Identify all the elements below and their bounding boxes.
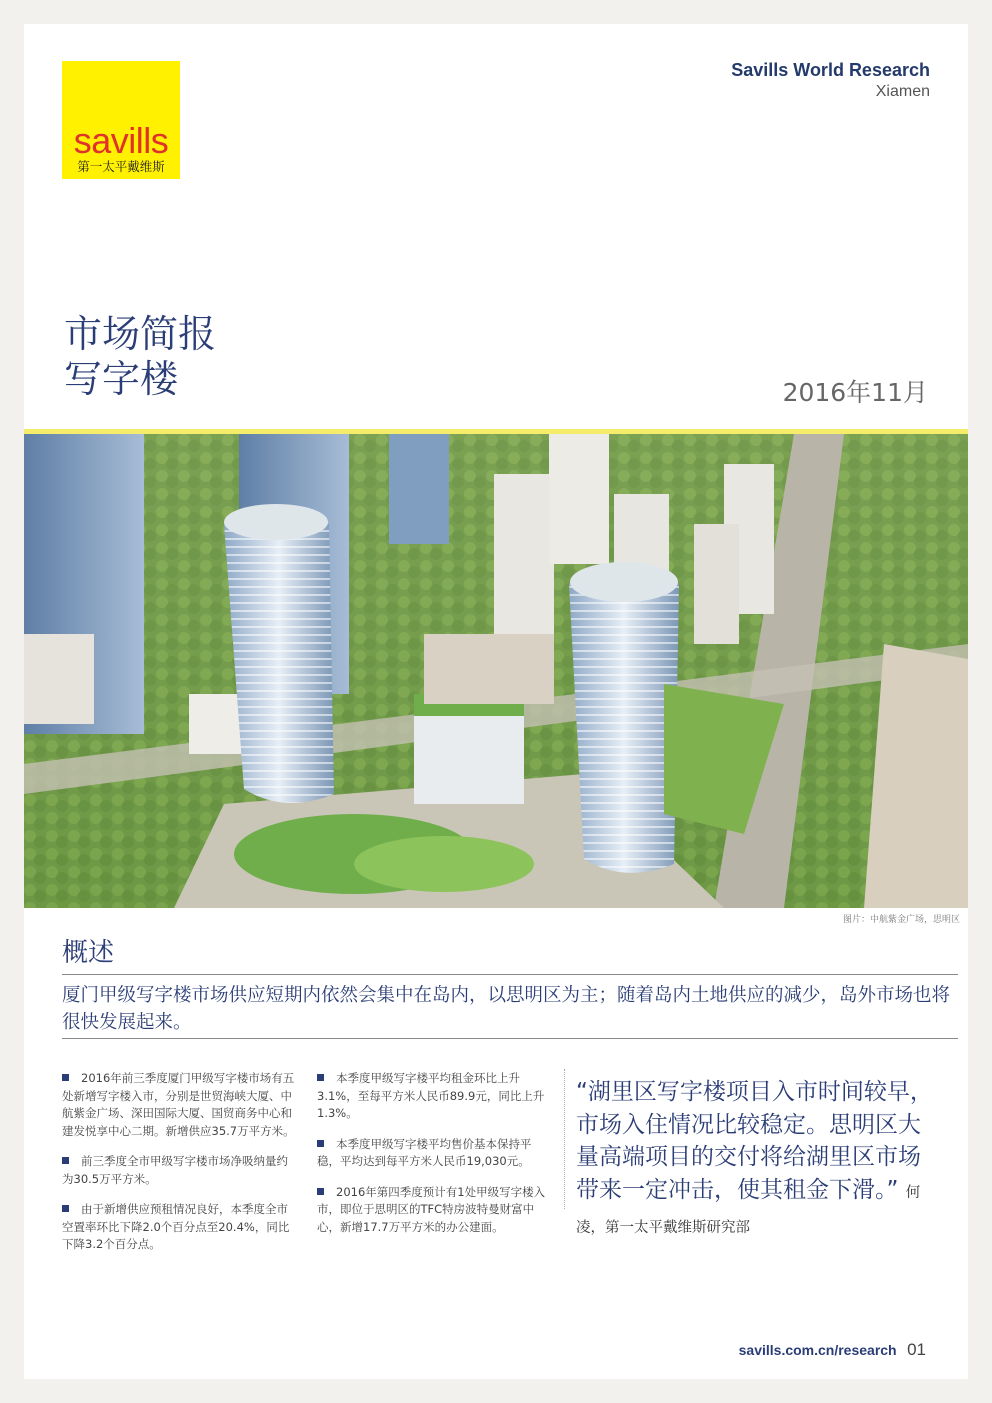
square-bullet-icon <box>62 1205 69 1212</box>
list-item: 前三季度全市甲级写字楼市场净吸纳量约为30.5万平方米。 <box>62 1154 288 1186</box>
image-caption: 图片：中航紫金广场，思明区 <box>842 915 960 925</box>
quote-text: “湖里区写字楼项目入市时间较早，市场入住情况比较稳定。思明区大量高端项目的交付将给湖里区市场带来一定冲击，使其租金下滑。” <box>576 1079 933 1203</box>
report-date: 2016年11月 <box>782 378 928 407</box>
bullet-column-left <box>62 1070 295 1267</box>
savills-logo <box>62 61 180 179</box>
quote-author: 何凌，第一太平戴维斯研究部 <box>576 1184 921 1236</box>
city-name: Xiamen <box>875 83 930 100</box>
logo-subtitle: 第一太平戴维斯 <box>77 159 165 174</box>
square-bullet-icon <box>317 1140 324 1147</box>
page-footer <box>739 1340 926 1360</box>
square-bullet-icon <box>317 1074 324 1081</box>
page-number: 01 <box>907 1340 926 1359</box>
list-item: 由于新增供应预租情况良好，本季度全市空置率环比下降2.0个百分点至20.4%，同比下降3.2个百分点。 <box>62 1202 290 1251</box>
report-page <box>24 24 968 1379</box>
square-bullet-icon <box>62 1157 69 1164</box>
list-item: 2016年前三季度厦门甲级写字楼市场有五处新增写字楼入市，分别是世贸海峡大厦、中航紫金广场、深田国际大厦、国贸商务中心和建发悦享中心二期。新增供应35.7万平方米。 <box>62 1071 295 1138</box>
title-line-1: 市场简报 <box>64 312 217 356</box>
square-bullet-icon <box>62 1074 69 1081</box>
header-brand-block <box>731 60 930 101</box>
title-line-2: 写字楼 <box>64 357 179 401</box>
list-item: 本季度甲级写字楼平均租金环比上升3.1%，至每平方米人民币89.9元，同比上升1.3%。 <box>317 1071 545 1120</box>
bullet-column-right <box>317 1070 550 1249</box>
overview-top-rule <box>62 974 958 975</box>
city-rendering-image <box>24 434 968 908</box>
brand-name: Savills World Research <box>731 60 930 80</box>
overview-heading: 概述 <box>62 938 115 968</box>
pull-quote <box>576 1076 938 1245</box>
report-title <box>64 312 216 402</box>
list-item: 本季度甲级写字楼平均售价基本保持平稳，平均达到每平方米人民币19,030元。 <box>317 1136 532 1168</box>
square-bullet-icon <box>317 1188 324 1195</box>
logo-wordmark: savills <box>73 120 169 161</box>
footer-url-link[interactable]: savills.com.cn/research <box>738 1342 897 1358</box>
overview-bottom-rule <box>62 1038 958 1039</box>
hero-illustration <box>24 434 968 908</box>
column-divider <box>564 1069 565 1209</box>
list-item: 2016年第四季度预计有1处甲级写字楼入市，即位于思明区的TFC特房波特曼财富中心，新增17.7万平方米的办公建面。 <box>317 1184 546 1234</box>
overview-summary: 厦门甲级写字楼市场供应短期内依然会集中在岛内，以思明区为主；随着岛内土地供应的减少，岛外市场也将很快发展起来。 <box>62 985 951 1033</box>
